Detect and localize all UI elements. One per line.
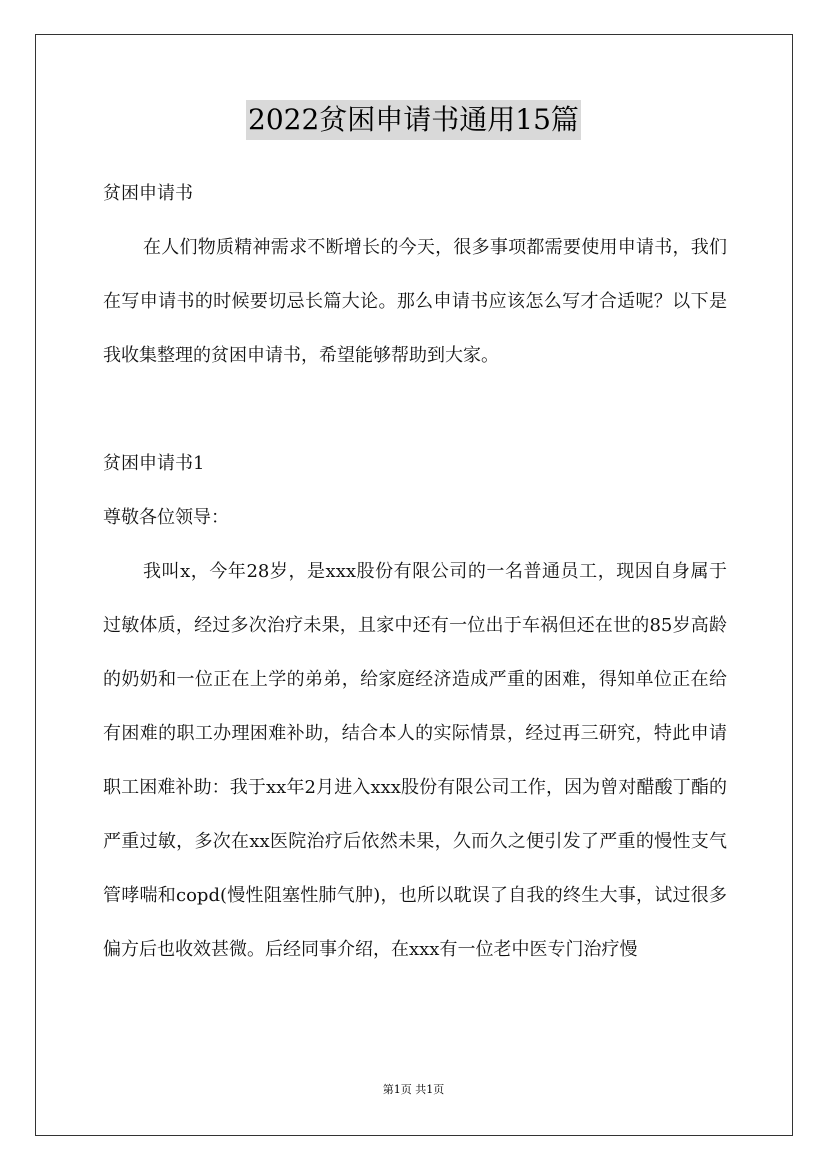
page-number: 第1页 共1页 (382, 1083, 445, 1096)
paragraph-spacer (103, 383, 727, 437)
section-heading: 贫困申请书 (103, 183, 193, 204)
intro-paragraph: 在人们物质精神需求不断增长的今天，很多事项都需要使用申请书，我们在写申请书的时候要切忌长篇大论。那么申请书应该怎么写才合适呢？以下是我收集整理的贫困申请书，希望能够帮助到大家。 (103, 237, 727, 366)
page-footer (0, 1082, 827, 1098)
body-paragraph: 我叫x，今年28岁，是xxx股份有限公司的一名普通员工，现因自身属于过敏体质，经过多次治疗未果，且家中还有一位出于车祸但还在世的85岁高龄的奶奶和一位正在上学的弟弟，给家庭经济造成严重的困难，得知单位正在给有困难的职工办理困难补助，结合本人的实际情景，经过再三研究，特此申请职工困难补助：我于xx年2月进入xxx股份有限公司工作，因为曾对醋酸丁酯的严重过敏，多次在xx医院治疗后依然未果，久而久之便引发了严重的慢性支气管哮喘和copd(慢性阻塞性肺气肿)，也所以耽误了自我的终生大事，试过很多偏方后也收效甚微。后经同事介绍，在xxx有一位老中医专门治疗慢 (103, 561, 727, 960)
document-title: 2022贫困申请书通用15篇 (246, 100, 581, 140)
title-container (0, 100, 827, 140)
salutation: 尊敬各位领导： (103, 507, 229, 528)
letter-heading: 贫困申请书1 (103, 453, 205, 474)
document-body (103, 167, 727, 977)
